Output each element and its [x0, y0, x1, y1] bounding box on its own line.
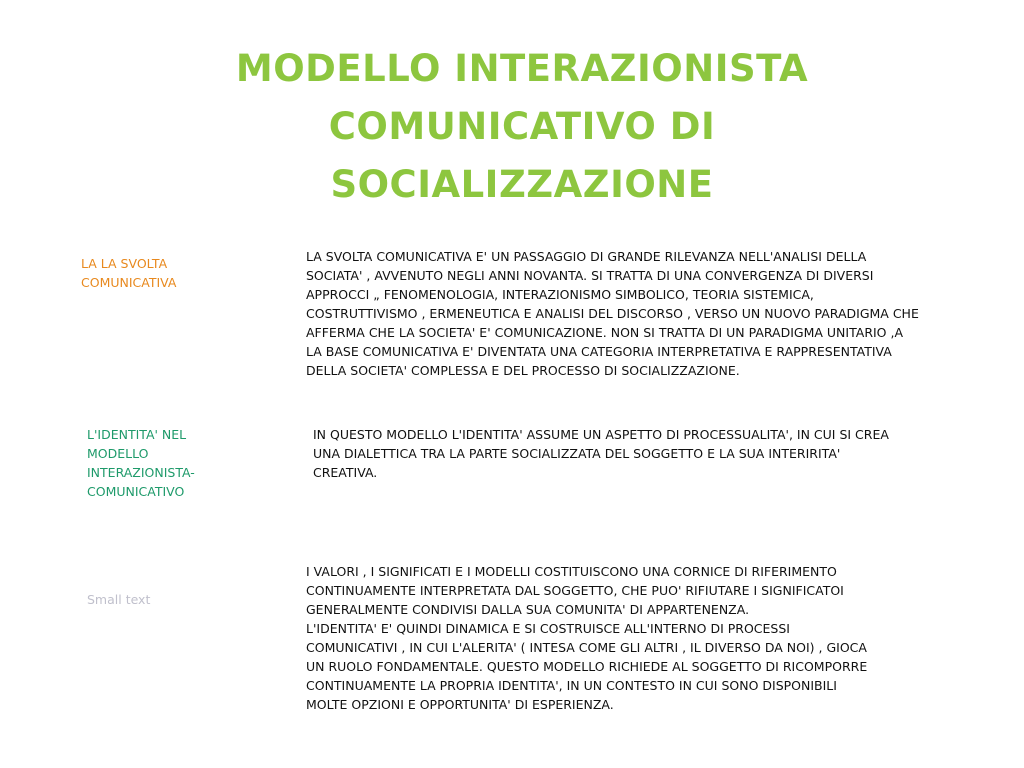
- text-line: IN QUESTO MODELLO L'IDENTITA' ASSUME UN ASPETTO DI PROCESSUALITA', IN CUI SI CREA: [313, 427, 889, 442]
- text-line: CREATIVA.: [313, 465, 378, 480]
- text-line: CONTINUAMENTE LA PROPRIA IDENTITA', IN UN CONTESTO IN CUI SONO DISPONIBILI: [306, 678, 837, 693]
- section-label-identita: [87, 425, 277, 501]
- page-title-line-3: SOCIALIZZAZIONE: [330, 163, 714, 206]
- section-label-line: COMUNICATIVO: [87, 484, 185, 499]
- section-label-line: Small text: [87, 592, 151, 607]
- text-line: APPROCCI „ FENOMENOLOGIA, INTERAZIONISMO SIMBOLICO, TEORIA SISTEMICA,: [306, 287, 814, 302]
- page-title-line-1: MODELLO INTERAZIONISTA: [235, 47, 809, 90]
- section-label-svolta-comunicativa: [81, 254, 271, 292]
- section-label-line: LA LA SVOLTA: [81, 256, 168, 271]
- text-line: COSTRUTTIVISMO , ERMENEUTICA E ANALISI DEL DISCORSO , VERSO UN NUOVO PARADIGMA CHE: [306, 306, 919, 321]
- text-line: AFFERMA CHE LA SOCIETA' E' COMUNICAZIONE. NON SI TRATTA DI UN PARADIGMA UNITARIO ,A: [306, 325, 904, 340]
- text-line: UNA DIALETTICA TRA LA PARTE SOCIALIZZATA DEL SOGGETTO E LA SUA INTERIRITA': [313, 446, 841, 461]
- text-line: UN RUOLO FONDAMENTALE. QUESTO MODELLO RICHIEDE AL SOGGETTO DI RICOMPORRE: [306, 659, 868, 674]
- text-line: I VALORI , I SIGNIFICATI E I MODELLI COSTITUISCONO UNA CORNICE DI RIFERIMENTO: [306, 564, 837, 579]
- section-label-line: INTERAZIONISTA-: [87, 465, 195, 480]
- section-label-line: COMUNICATIVA: [81, 275, 177, 290]
- text-line: CONTINUAMENTE INTERPRETATA DAL SOGGETTO, CHE PUO' RIFIUTARE I SIGNIFICATOI: [306, 583, 844, 598]
- section-text-identita: [313, 425, 889, 482]
- page-title-line-2: COMUNICATIVO DI: [328, 105, 716, 148]
- section-label-line: L'IDENTITA' NEL: [87, 427, 187, 442]
- text-line: L'IDENTITA' E' QUINDI DINAMICA E SI COSTRUISCE ALL'INTERNO DI PROCESSI: [306, 621, 790, 636]
- page-title: [212, 40, 832, 214]
- section-text-valori: [306, 562, 867, 714]
- text-line: MOLTE OPZIONI E OPPORTUNITA' DI ESPERIENZA.: [306, 697, 614, 712]
- text-line: DELLA SOCIETA' COMPLESSA E DEL PROCESSO DI SOCIALIZZAZIONE.: [306, 363, 740, 378]
- text-line: LA SVOLTA COMUNICATIVA E' UN PASSAGGIO DI GRANDE RILEVANZA NELL'ANALISI DELLA: [306, 249, 867, 264]
- section-label-small-text: [87, 590, 277, 609]
- text-line: GENERALMENTE CONDIVISI DALLA SUA COMUNITA' DI APPARTENENZA.: [306, 602, 750, 617]
- section-text-svolta-comunicativa: [306, 247, 919, 380]
- text-line: COMUNICATIVI , IN CUI L'ALERITA' ( INTESA COME GLI ALTRI , IL DIVERSO DA NOI) , GIOCA: [306, 640, 867, 655]
- text-line: SOCIATA' , AVVENUTO NEGLI ANNI NOVANTA. SI TRATTA DI UNA CONVERGENZA DI DIVERSI: [306, 268, 874, 283]
- text-line: LA BASE COMUNICATIVA E' DIVENTATA UNA CATEGORIA INTERPRETATIVA E RAPPRESENTATIVA: [306, 344, 892, 359]
- section-label-line: MODELLO: [87, 446, 149, 461]
